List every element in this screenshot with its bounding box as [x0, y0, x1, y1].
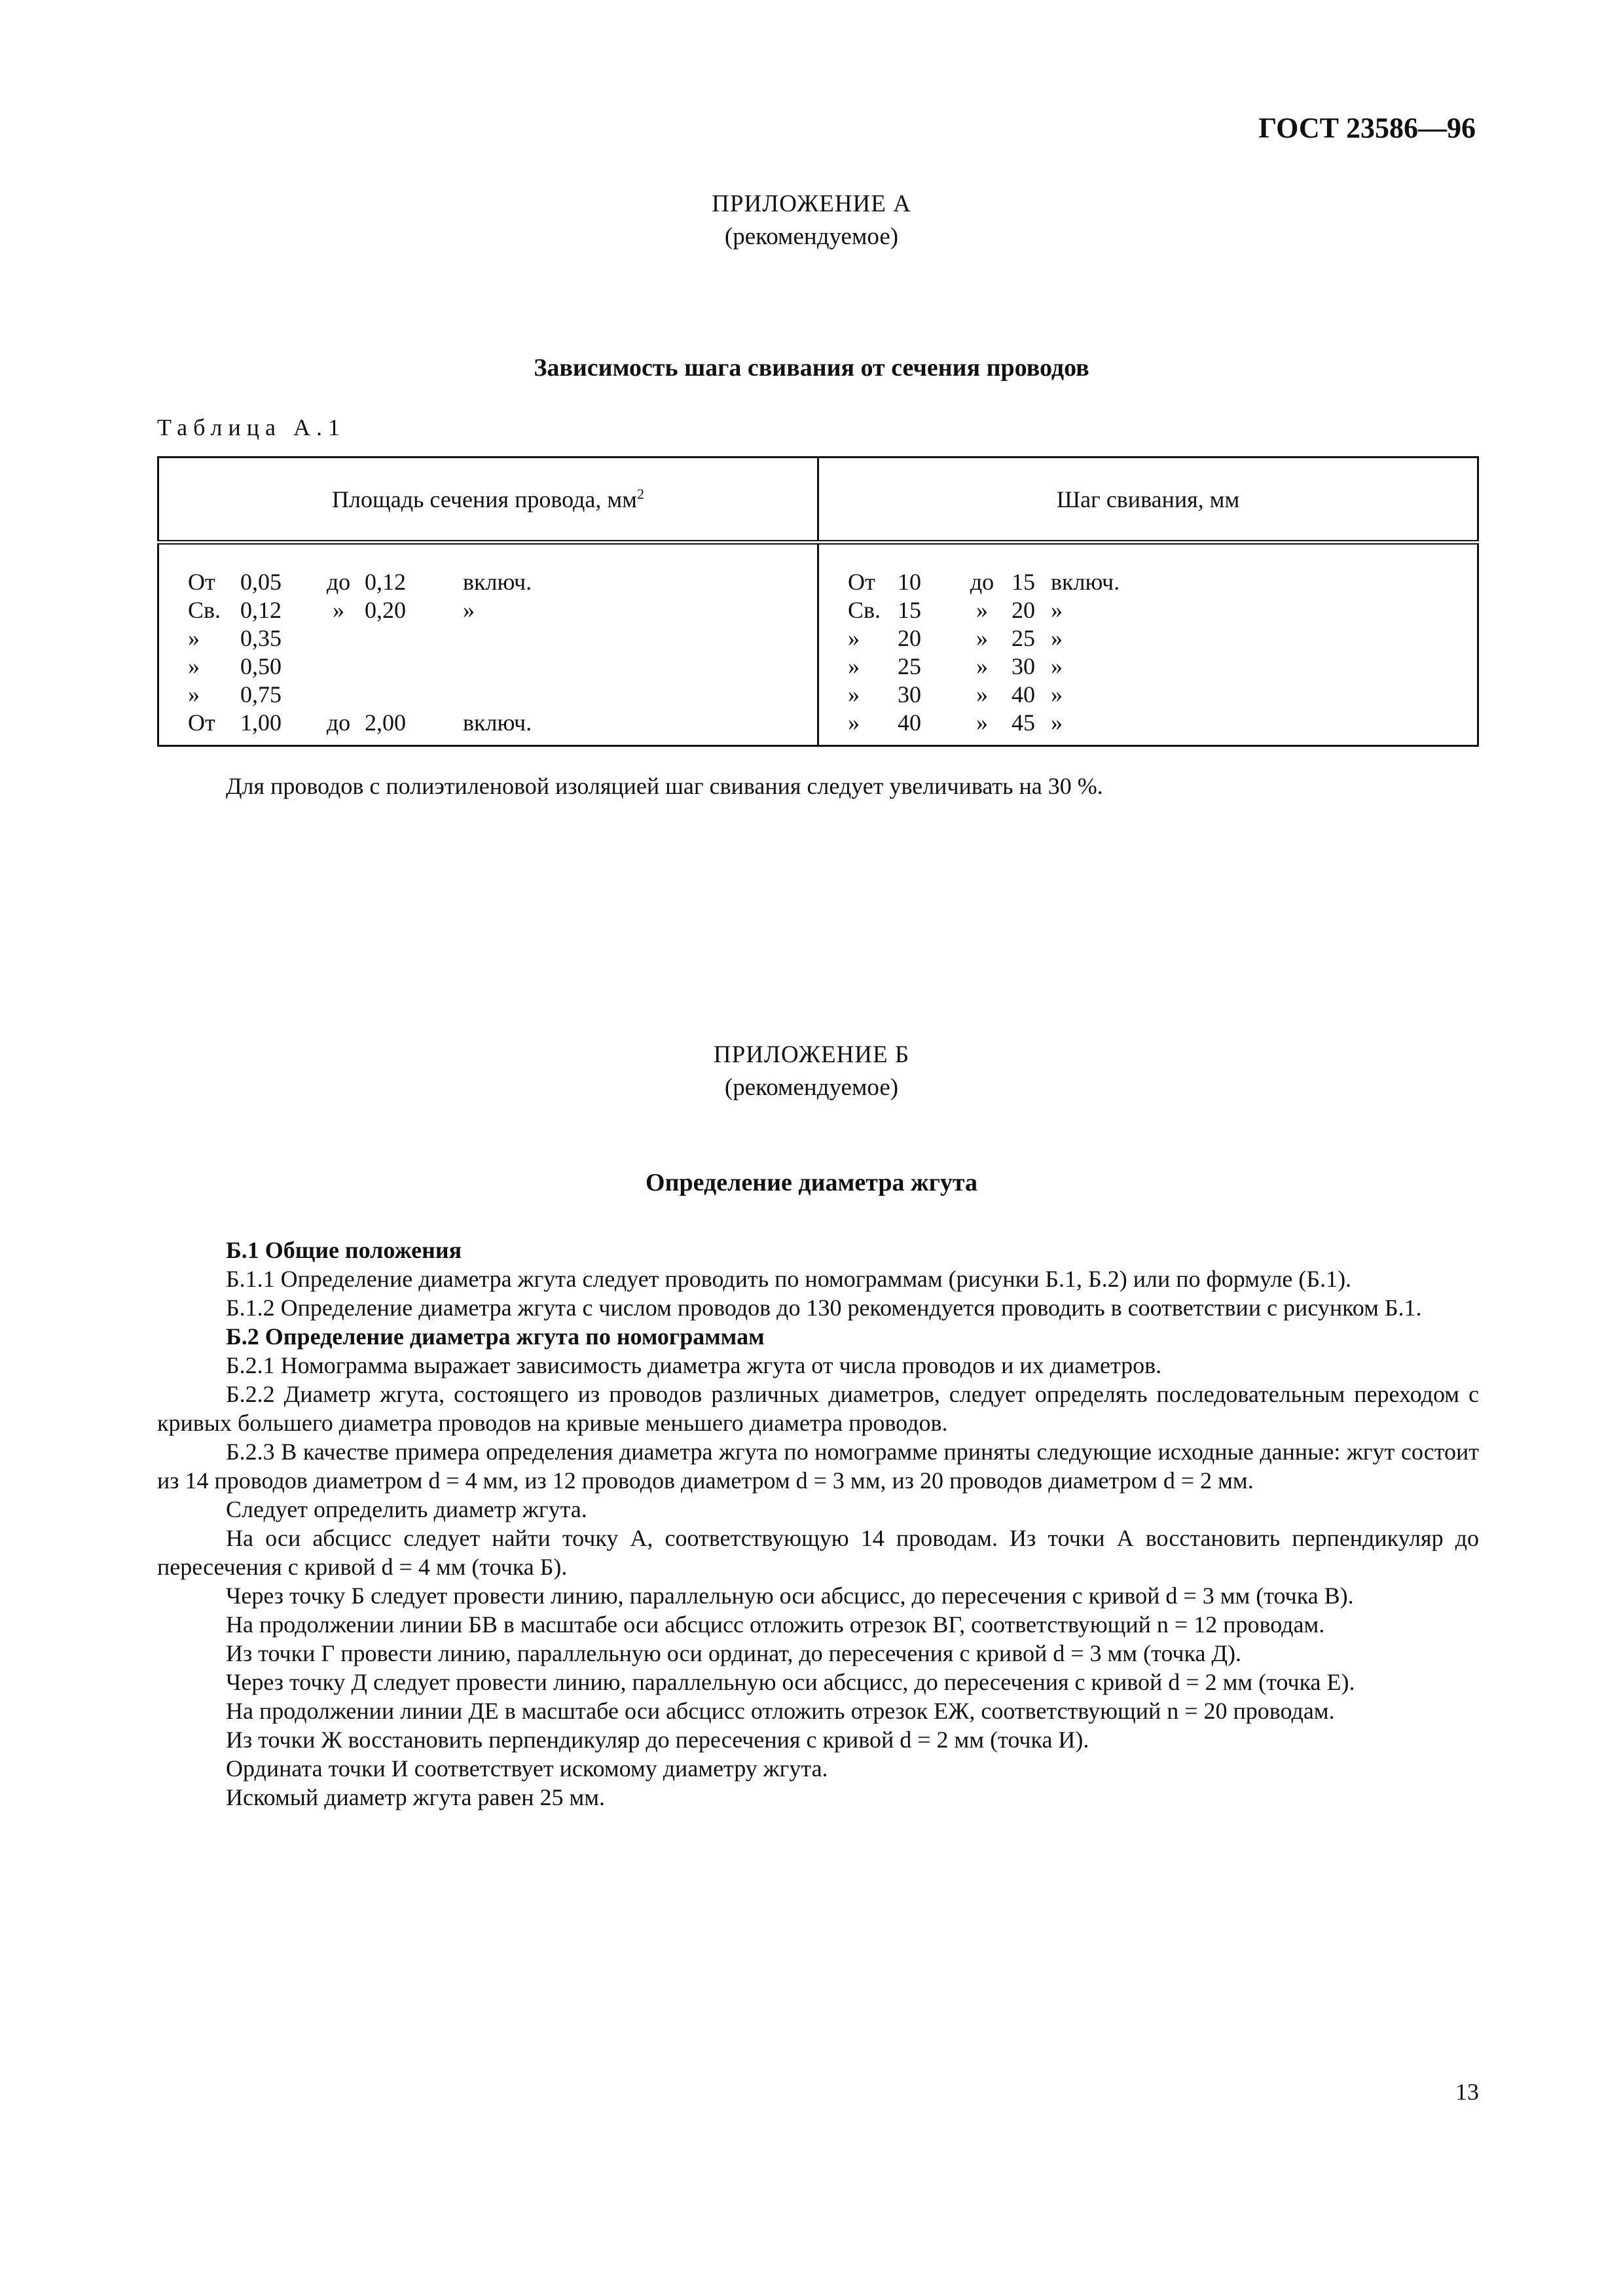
body-paragraph: Через точку Б следует провести линию, параллельную оси абсцисс, до пересечения с кривой d = 3 мм (точка В). — [226, 1583, 1354, 1609]
table-cell-value: От — [188, 569, 215, 595]
table-cell-value: 25 — [1012, 625, 1035, 651]
body-paragraph: На продолжении линии ДЕ в масштабе оси абсцисс отложить отрезок ЕЖ, соответствующий n = 20 проводам. — [226, 1698, 1335, 1724]
appendix-b-title: ПРИЛОЖЕНИЕ Б — [713, 1041, 910, 1068]
table-cell-cross-section — [158, 543, 818, 746]
table-cell-value: 1,00 — [240, 709, 282, 736]
body-paragraph: Из точки Ж восстановить перпендикуляр до пересечения с кривой d = 2 мм (точка И). — [226, 1727, 1089, 1753]
table-row — [848, 681, 1477, 709]
section-heading: Б.1 Общие положения — [226, 1237, 462, 1263]
body-paragraph: Б.2.3 В качестве примера определения диаметра жгута по номограмме приняты следующие исходные данные: жгут состоит из 14 проводов диаметром d = 4 мм, из 12 проводов диаметром d = 3 мм, из 20 проводов диаметром d = 2 мм. — [157, 1439, 1479, 1494]
table-cell-value: » — [1051, 597, 1063, 623]
table-row — [848, 653, 1477, 681]
table-cell-value: » — [976, 597, 988, 623]
table-cell-value: 20 — [1012, 597, 1035, 623]
body-paragraph: Б.1.1 Определение диаметра жгута следует проводить по номограммам (рисунки Б.1, Б.2) или по формуле (Б.1). — [226, 1266, 1352, 1292]
table-row — [188, 568, 817, 596]
body-paragraph: Следует определить диаметр жгута. — [226, 1496, 587, 1522]
table-cell-value: 40 — [898, 709, 921, 736]
table-cell-value: до — [326, 709, 351, 736]
table-cell-value: » — [1051, 625, 1063, 651]
table-cell-value — [463, 653, 594, 681]
body-paragraph: Через точку Д следует провести линию, параллельную оси абсцисс, до пересечения с кривой d = 2 мм (точка Е). — [226, 1669, 1355, 1695]
body-paragraph: Б.2.1 Номограмма выражает зависимость диаметра жгута от числа проводов и их диаметров. — [226, 1352, 1162, 1378]
table-header-twist-step: Шаг свивания, мм — [818, 457, 1478, 543]
table-cell-twist-step — [818, 543, 1478, 746]
table-cell-value: 0,12 — [365, 569, 406, 595]
table-cell-value: » — [848, 625, 860, 651]
appendix-b-body — [157, 1236, 1479, 1812]
table-cell-value: » — [976, 625, 988, 651]
table-cell-value: Св. — [188, 597, 221, 623]
table-cell-value: Св. — [848, 597, 881, 623]
table-cell-value: » — [1051, 709, 1063, 736]
table-cell-value: 15 — [898, 597, 921, 623]
table-cell-value: 0,05 — [240, 569, 282, 595]
table-cell-value: включ. — [463, 569, 532, 595]
table-cell-value: » — [1051, 653, 1063, 679]
table-cell-value: 40 — [1012, 681, 1035, 708]
table-cell-value: » — [333, 597, 344, 623]
appendix-a-status: (рекомендуемое) — [724, 223, 899, 250]
body-paragraph: Искомый диаметр жгута равен 25 мм. — [226, 1784, 606, 1810]
table-cell-value: От — [188, 709, 215, 736]
table-row — [188, 624, 817, 653]
table-cell-value: 0,12 — [240, 597, 282, 623]
table-cell-value: 2,00 — [365, 709, 406, 736]
table-cell-value: 30 — [898, 681, 921, 708]
appendix-a-title: ПРИЛОЖЕНИЕ А — [712, 190, 911, 217]
table-cell-value — [463, 681, 594, 709]
table-cell-value: до — [970, 569, 994, 595]
table-row — [848, 568, 1477, 596]
table-cell-value — [365, 624, 463, 653]
table-cell-value: От — [848, 569, 875, 595]
table-cell-value: » — [188, 653, 200, 679]
table-row — [848, 596, 1477, 624]
table-cell-value — [312, 681, 365, 709]
table-cell-value: до — [326, 569, 351, 595]
table-row — [848, 624, 1477, 653]
table-caption: Таблица А.1 — [157, 414, 346, 440]
table-cell-value: включ. — [463, 709, 532, 736]
appendix-a-heading: Зависимость шага свивания от сечения проводов — [534, 354, 1089, 382]
table-cell-value: » — [848, 653, 860, 679]
table-row — [188, 596, 817, 624]
table-cell-value: » — [848, 681, 860, 708]
table-note: Для проводов с полиэтиленовой изоляцией шаг свивания следует увеличивать на 30 %. — [226, 773, 1103, 799]
table-cell-value: включ. — [1051, 569, 1120, 595]
body-paragraph: Ордината точки И соответствует искомому диаметру жгута. — [226, 1755, 828, 1782]
table-cell-value: 0,75 — [240, 681, 282, 708]
table-cell-value: » — [1051, 681, 1063, 708]
table-cell-value: » — [976, 653, 988, 679]
table-cell-value: » — [976, 681, 988, 708]
table-cell-value: 25 — [898, 653, 921, 679]
table-cell-value: 20 — [898, 625, 921, 651]
table-cell-value: » — [188, 625, 200, 651]
table-cell-value: » — [848, 709, 860, 736]
wire-twist-table — [157, 456, 1479, 747]
appendix-b-status: (рекомендуемое) — [724, 1074, 899, 1101]
table-row — [188, 709, 817, 737]
table-cell-value: 0,35 — [240, 625, 282, 651]
table-row — [188, 653, 817, 681]
table-row — [848, 709, 1477, 737]
table-cell-value: 0,50 — [240, 653, 282, 679]
table-cell-value — [365, 681, 463, 709]
page-number: 13 — [1455, 2079, 1479, 2105]
body-paragraph: На продолжении линии БВ в масштабе оси абсцисс отложить отрезок ВГ, соответствующий n = 12 проводам. — [226, 1611, 1325, 1638]
table-row — [188, 681, 817, 709]
table-cell-value — [365, 653, 463, 681]
table-cell-value: 10 — [898, 569, 921, 595]
body-paragraph: Б.2.2 Диаметр жгута, состоящего из проводов различных диаметров, следует определять последовательным переходом с кривых большего диаметра проводов на кривые меньшего диаметра проводов. — [157, 1381, 1479, 1436]
table-cell-value: 15 — [1012, 569, 1035, 595]
table-cell-value: » — [976, 709, 988, 736]
standard-number: ГОСТ 23586—96 — [1258, 112, 1476, 144]
table-header-cross-section: Площадь сечения провода, $мм^2$ — [158, 457, 818, 543]
table-cell-value — [312, 624, 365, 653]
table-cell-value — [312, 653, 365, 681]
table-cell-value: 30 — [1012, 653, 1035, 679]
table-cell-value: » — [188, 681, 200, 708]
body-paragraph: На оси абсцисс следует найти точку А, соответствующую 14 проводам. Из точки А восстановить перпендикуляр до пересечения с кривой d = 4 мм (точка Б). — [157, 1525, 1479, 1580]
table-cell-value: 45 — [1012, 709, 1035, 736]
table-cell-value: » — [463, 597, 475, 623]
section-heading: Б.2 Определение диаметра жгута по номограммам — [226, 1323, 765, 1350]
table-cell-value — [463, 624, 594, 653]
body-paragraph: Из точки Г провести линию, параллельную оси ординат, до пересечения с кривой d = 3 мм (точка Д). — [226, 1640, 1241, 1666]
table-cell-value: 0,20 — [365, 597, 406, 623]
body-paragraph: Б.1.2 Определение диаметра жгута с числом проводов до 130 рекомендуется проводить в соответствии с рисунком Б.1. — [226, 1295, 1422, 1321]
appendix-b-heading: Определение диаметра жгута — [646, 1169, 977, 1196]
